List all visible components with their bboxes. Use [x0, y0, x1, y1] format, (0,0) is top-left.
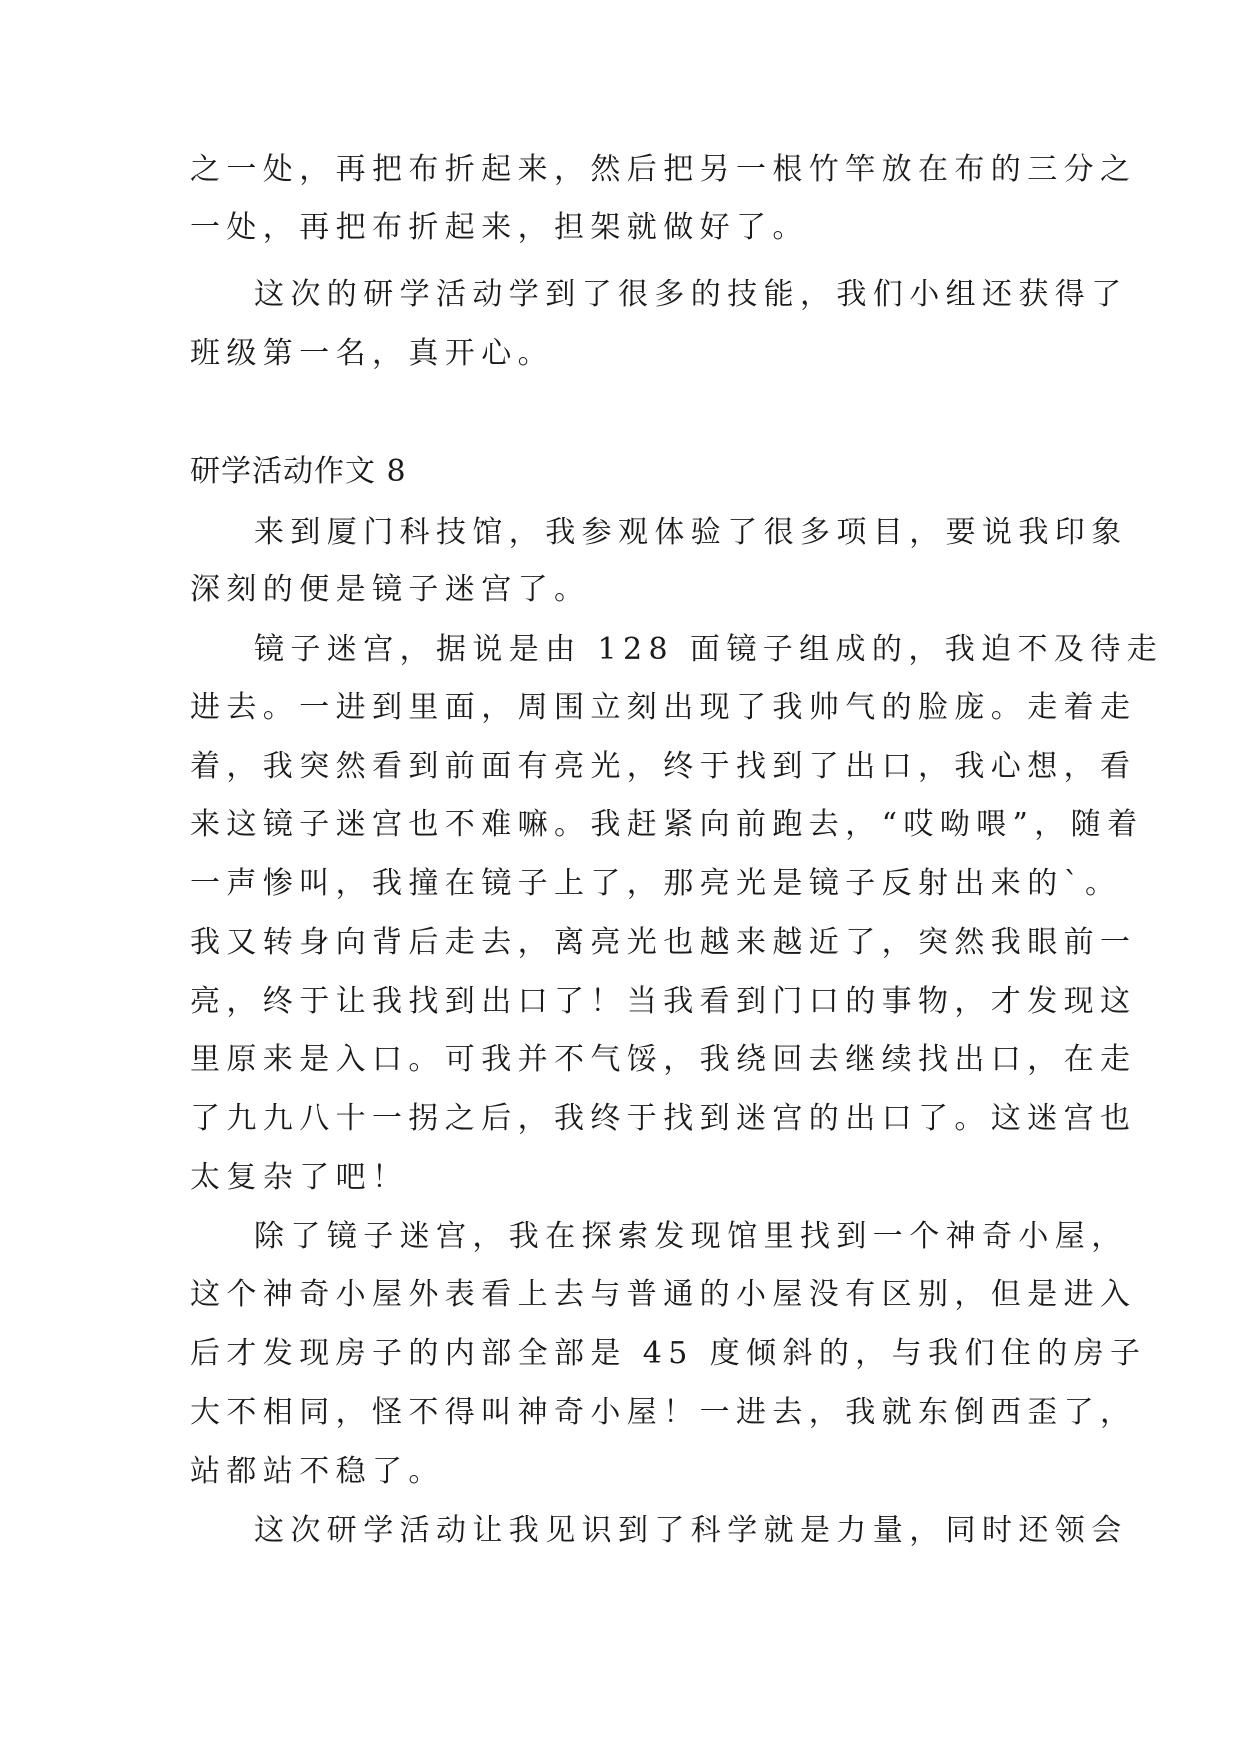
- text-line: 一声惨叫，我撞在镜子上了，那亮光是镜子反射出来的`。: [190, 866, 1122, 901]
- text-line: 着，我突然看到前面有亮光，终于找到了出口，我心想，看: [190, 749, 1137, 784]
- text-line: 来这镜子迷宫也不难嘛。我赶紧向前跑去，“哎呦喂”，随着: [190, 807, 1144, 842]
- text-line: 一处，再把布折起来，担架就做好了。: [190, 210, 809, 245]
- text-line: 班级第一名，真开心。: [190, 336, 554, 371]
- text-line: 我又转身向背后走去，离亮光也越来越近了，突然我眼前一: [190, 925, 1137, 960]
- text-line: 站都站不稳了。: [190, 1454, 445, 1489]
- text-line: 这次研学活动让我见识到了科学就是力量，同时还领会: [254, 1513, 1128, 1548]
- text-line: 后才发现房子的内部全部是 45 度倾斜的，与我们住的房子: [190, 1336, 1147, 1371]
- text-line: 镜子迷宫，据说是由 128 面镜子组成的，我迫不及待走: [254, 632, 1164, 667]
- text-line: 之一处，再把布折起来，然后把另一根竹竿放在布的三分之: [190, 152, 1137, 187]
- text-line: 这个神奇小屋外表看上去与普通的小屋没有区别，但是进入: [190, 1277, 1137, 1312]
- text-line: 除了镜子迷宫，我在探索发现馆里找到一个神奇小屋，: [254, 1219, 1128, 1254]
- text-line: 了九九八十一拐之后，我终于找到迷宫的出口了。这迷宫也: [190, 1101, 1137, 1136]
- text-line: 太复杂了吧！: [190, 1160, 409, 1195]
- text-line: 亮，终于让我找到出口了！当我看到门口的事物，才发现这: [190, 984, 1137, 1019]
- text-line: 大不相同，怪不得叫神奇小屋！一进去，我就东倒西歪了，: [190, 1395, 1137, 1430]
- text-line: 进去。一进到里面，周围立刻出现了我帅气的脸庞。走着走: [190, 690, 1137, 725]
- section-heading: 研学活动作文 8: [190, 454, 407, 489]
- text-line: 里原来是入口。可我并不气馁，我绕回去继续找出口，在走: [190, 1042, 1137, 1077]
- text-line: 深刻的便是镜子迷宫了。: [190, 572, 591, 607]
- text-line: 来到厦门科技馆，我参观体验了很多项目，要说我印象: [254, 515, 1128, 550]
- text-line: 这次的研学活动学到了很多的技能，我们小组还获得了: [254, 277, 1128, 312]
